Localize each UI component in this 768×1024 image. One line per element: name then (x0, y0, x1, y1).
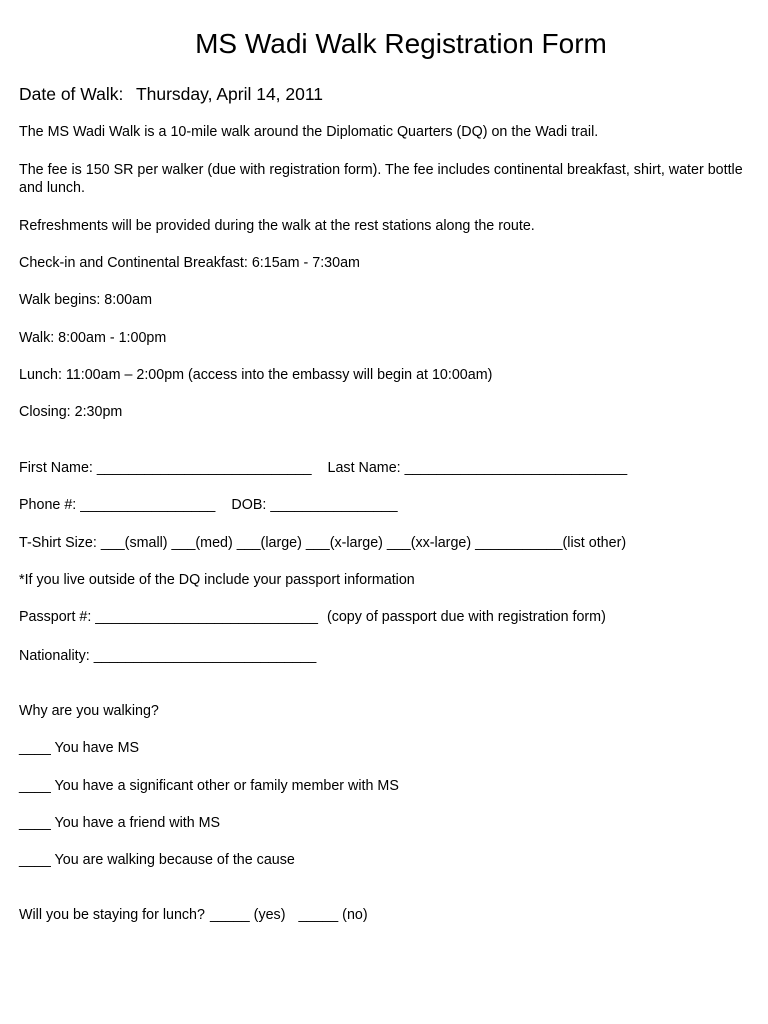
lunch-no-field[interactable]: _____ (no) (298, 907, 368, 923)
date-label: Date of Walk: (19, 84, 124, 104)
dob-field[interactable]: DOB: ________________ (231, 497, 398, 513)
lunch-yes-field[interactable]: _____ (yes) (209, 907, 286, 923)
lunch-question-label: Will you be staying for lunch? (19, 907, 205, 923)
first-name-field[interactable]: First Name: ___________________________ (19, 460, 312, 476)
why-option-cause[interactable]: ____ You are walking because of the cause (19, 852, 295, 868)
form-title: MS Wadi Walk Registration Form (195, 28, 607, 59)
walk-time: Walk: 8:00am - 1:00pm (19, 330, 167, 346)
why-option-family-member[interactable]: ____ You have a significant other or family member with MS (19, 778, 399, 794)
passport-note: *If you live outside of the DQ include your passport information (19, 572, 415, 588)
phone-field[interactable]: Phone #: _________________ (19, 497, 216, 513)
closing-time: Closing: 2:30pm (19, 404, 123, 420)
why-question: Why are you walking? (19, 703, 159, 719)
passport-copy-note: (copy of passport due with registration form) (326, 609, 606, 625)
fee-paragraph: The fee is 150 SR per walker (due with registration form). The fee includes continental breakfast, shirt, water bottle and lunch. (19, 162, 743, 196)
lunch-time: Lunch: 11:00am – 2:00pm (access into the embassy will begin at 10:00am) (19, 367, 493, 383)
checkin-time: Check-in and Continental Breakfast: 6:15am - 7:30am (19, 255, 360, 271)
date-of-walk (19, 83, 323, 105)
walk-description: The MS Wadi Walk is a 10-mile walk around the Diplomatic Quarters (DQ) on the Wadi trail. (19, 124, 599, 140)
last-name-field[interactable]: Last Name: ____________________________ (327, 460, 628, 476)
why-option-friend[interactable]: ____ You have a friend with MS (19, 815, 221, 831)
refreshments-note: Refreshments will be provided during the walk at the rest stations along the route. (19, 218, 535, 234)
walk-begins-time: Walk begins: 8:00am (19, 292, 152, 308)
nationality-field[interactable]: Nationality: ____________________________ (19, 648, 317, 664)
name-row (19, 459, 627, 477)
passport-field[interactable]: Passport #: ____________________________ (19, 609, 318, 625)
lunch-question-row (19, 906, 368, 924)
date-value: Thursday, April 14, 2011 (135, 84, 324, 104)
tshirt-size-field[interactable]: T-Shirt Size: ___(small) ___(med) ___(large) ___(x-large) ___(xx-large) ___________(list other) (19, 535, 627, 551)
phone-dob-row (19, 496, 398, 514)
why-option-have-ms[interactable]: ____ You have MS (19, 740, 140, 756)
passport-row (19, 608, 606, 626)
